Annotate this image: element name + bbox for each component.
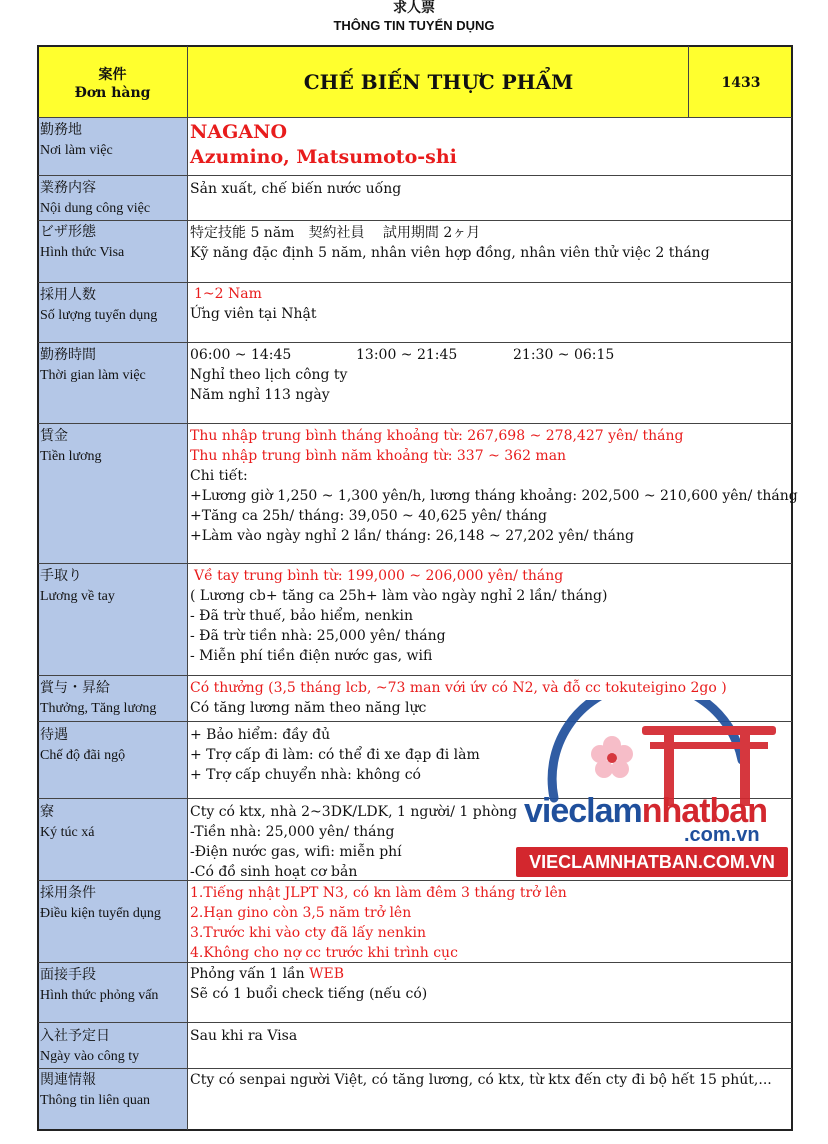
label-vn: Lương về tay: [40, 589, 115, 604]
text-line: -Tiền nhà: 25,000 yên/ tháng: [190, 824, 395, 840]
case-label: [38, 66, 187, 102]
text-line: + Trợ cấp chuyển nhà: không có: [190, 767, 421, 783]
value-hours: [190, 345, 780, 405]
value-location: [190, 120, 457, 170]
value-start: [190, 1026, 297, 1046]
shift-3: 21:30 ~ 06:15: [513, 347, 615, 363]
text-line: + Bảo hiểm: đầy đủ: [190, 727, 331, 743]
label-headcount: [40, 286, 157, 326]
label-salary: [40, 427, 102, 467]
text-line: - Đã trừ thuế, bảo hiểm, nenkin: [190, 608, 414, 624]
brand-right: nhatban: [641, 792, 767, 830]
text-line: +Lương giờ 1,250 ~ 1,300 yên/h, lương tháng khoảng: 202,500 ~ 210,600 yên/ tháng: [190, 488, 798, 504]
text-line: Sẽ có 1 buổi check tiếng (nếu có): [190, 986, 428, 1002]
text-line: 2.Hạn gino còn 3,5 năm trở lên: [190, 905, 412, 921]
label-vn: Nơi làm việc: [40, 143, 113, 158]
text-line: 特定技能 5 năm 契約社員 試用期間 2ヶ月: [190, 225, 481, 241]
text-line: Sản xuất, chế biến nước uống: [190, 181, 402, 197]
value-dorm: [190, 802, 517, 882]
text-line: Thu nhập trung bình năm khoảng từ: 337 ~ 362 man: [190, 448, 567, 464]
text-line: Cty có senpai người Việt, có tăng lương, có ktx, từ ktx đến cty đi bộ hết 15 phút,...: [190, 1072, 772, 1088]
value-interview: [190, 964, 427, 1004]
divider: [38, 117, 792, 118]
value-benefits: [190, 725, 480, 785]
label-vn: Hình thức phỏng vấn: [40, 988, 159, 1003]
label-jp: 面接手段: [40, 968, 96, 983]
shift-2: 13:00 ~ 21:45: [356, 347, 458, 363]
page-title-vn: THÔNG TIN TUYỂN DỤNG: [333, 18, 495, 33]
text-line: ( Lương cb+ tăng ca 25h+ làm vào ngày nghỉ 2 lần/ tháng): [190, 588, 608, 604]
label-location: [40, 121, 113, 161]
value-salary: [190, 426, 798, 546]
interview-method: WEB: [309, 966, 345, 982]
divider: [38, 675, 792, 676]
label-bonus: [40, 679, 156, 719]
label-takehome: [40, 567, 115, 607]
label-vn: Số lượng tuyển dụng: [40, 308, 158, 323]
job-code: 1433: [721, 75, 761, 91]
divider: [38, 1022, 792, 1023]
label-vn: Nội dung công việc: [40, 201, 151, 216]
label-jp: 勤務地: [40, 123, 82, 138]
label-dorm: [40, 803, 94, 843]
label-vn: Thông tin liên quan: [40, 1093, 151, 1108]
text-line: 1~2 Nam: [194, 286, 262, 302]
label-jp: 採用条件: [40, 886, 96, 901]
divider: [38, 175, 792, 176]
text-line: Có thưởng (3,5 tháng lcb, ~73 man với ứv có N2, và đỗ cc tokuteigino 2go ): [190, 680, 727, 696]
label-interview: [40, 966, 158, 1006]
label-vn: Thời gian làm việc: [40, 368, 146, 383]
label-requirements: [40, 884, 161, 924]
text-line: 1.Tiếng nhật JLPT N3, có kn làm đêm 3 tháng trở lên: [190, 885, 567, 901]
label-jp: 採用人数: [40, 288, 96, 303]
text-line: Kỹ năng đặc định 5 năm, nhân viên hợp đồng, nhân viên thử việc 2 tháng: [190, 245, 710, 261]
location-city: Azumino, Matsumoto-shi: [190, 146, 457, 168]
text-line: +Tăng ca 25h/ tháng: 39,050 ~ 40,625 yên/ tháng: [190, 508, 548, 524]
text-line: 3.Trước khi vào cty đã lấy nenkin: [190, 925, 426, 941]
text-line: Sau khi ra Visa: [190, 1028, 298, 1044]
value-headcount: [190, 284, 317, 324]
label-vn: Hình thức Visa: [40, 245, 125, 260]
label-jp: 手取り: [40, 569, 82, 584]
label-jp: 寮: [40, 805, 54, 820]
location-prefecture: NAGANO: [190, 121, 287, 143]
label-vn: Tiền lương: [40, 449, 102, 464]
text-line: - Đã trừ tiền nhà: 25,000 yên/ tháng: [190, 628, 446, 644]
text-line: +Làm vào ngày nghỉ 2 lần/ tháng: 26,148 ~ 27,202 yên/ tháng: [190, 528, 634, 544]
label-work: [40, 179, 150, 219]
text-line: Cty có ktx, nhà 2~3DK/LDK, 1 người/ 1 phòng: [190, 804, 518, 820]
watermark-banner: VIECLAMNHATBAN.COM.VN: [516, 847, 788, 877]
brand-left: vieclam: [524, 792, 642, 830]
label-hours: [40, 346, 146, 386]
text-line: + Trợ cấp đi làm: có thể đi xe đạp đi làm: [190, 747, 480, 763]
text-line: -Có đồ sinh hoạt cơ bản: [190, 864, 358, 880]
watermark: [514, 700, 794, 885]
text-line: Ứng viên tại Nhật: [190, 306, 317, 322]
case-label-jp: 案件: [98, 67, 127, 83]
label-vn: Thưởng, Tăng lương: [40, 701, 157, 716]
text-line: Phỏng vấn 1 lần: [190, 966, 310, 982]
label-jp: 入社予定日: [40, 1029, 110, 1044]
page-title-jp: 求人票: [393, 0, 435, 16]
text-line: -Điện nước gas, wifi: miễn phí: [190, 844, 402, 860]
text-line: Về tay trung bình từ: 199,000 ~ 206,000 yên/ tháng: [194, 568, 564, 584]
text-line: Năm nghỉ 113 ngày: [190, 387, 330, 403]
divider: [38, 1068, 792, 1069]
divider: [38, 342, 792, 343]
divider: [187, 46, 188, 1130]
value-takehome: [190, 566, 607, 666]
label-related: [40, 1071, 150, 1111]
text-line: Thu nhập trung bình tháng khoảng từ: 267,698 ~ 278,427 yên/ tháng: [190, 428, 684, 444]
divider: [38, 563, 792, 564]
value-requirements: [190, 883, 567, 963]
label-benefits: [40, 726, 125, 766]
label-jp: 関連情報: [40, 1073, 96, 1088]
text-line: 4.Không cho nợ cc trước khi trình cục: [190, 945, 458, 961]
divider: [38, 220, 792, 221]
value-visa: [190, 223, 710, 263]
label-jp: 業務内容: [40, 181, 96, 196]
text-line: Nghỉ theo lịch công ty: [190, 367, 348, 383]
label-jp: 勤務時間: [40, 348, 96, 363]
label-vn: Chế độ đãi ngộ: [40, 748, 126, 763]
label-vn: Ngày vào công ty: [40, 1049, 140, 1064]
text-line: - Miễn phí tiền điện nước gas, wifi: [190, 648, 433, 664]
value-work: [190, 179, 401, 199]
value-related: [190, 1070, 772, 1090]
shift-1: 06:00 ~ 14:45: [190, 347, 292, 363]
divider: [688, 46, 689, 117]
case-label-vn: Đơn hàng: [74, 85, 151, 101]
label-visa: [40, 223, 124, 263]
divider: [38, 282, 792, 283]
label-jp: 賃金: [40, 429, 68, 444]
label-jp: 賞与・昇給: [40, 681, 110, 696]
label-start: [40, 1027, 139, 1067]
label-vn: Ký túc xá: [40, 825, 95, 840]
label-jp: ビザ形態: [40, 225, 96, 240]
watermark-domain: .com.vn: [684, 824, 760, 846]
text-line: Chi tiết:: [190, 468, 248, 484]
divider: [38, 423, 792, 424]
label-jp: 待遇: [40, 728, 68, 743]
job-title: CHẾ BIẾN THỰC PHẨM: [303, 70, 574, 94]
label-vn: Điều kiện tuyển dụng: [40, 906, 161, 921]
text-line: Có tăng lương năm theo năng lực: [190, 700, 427, 716]
